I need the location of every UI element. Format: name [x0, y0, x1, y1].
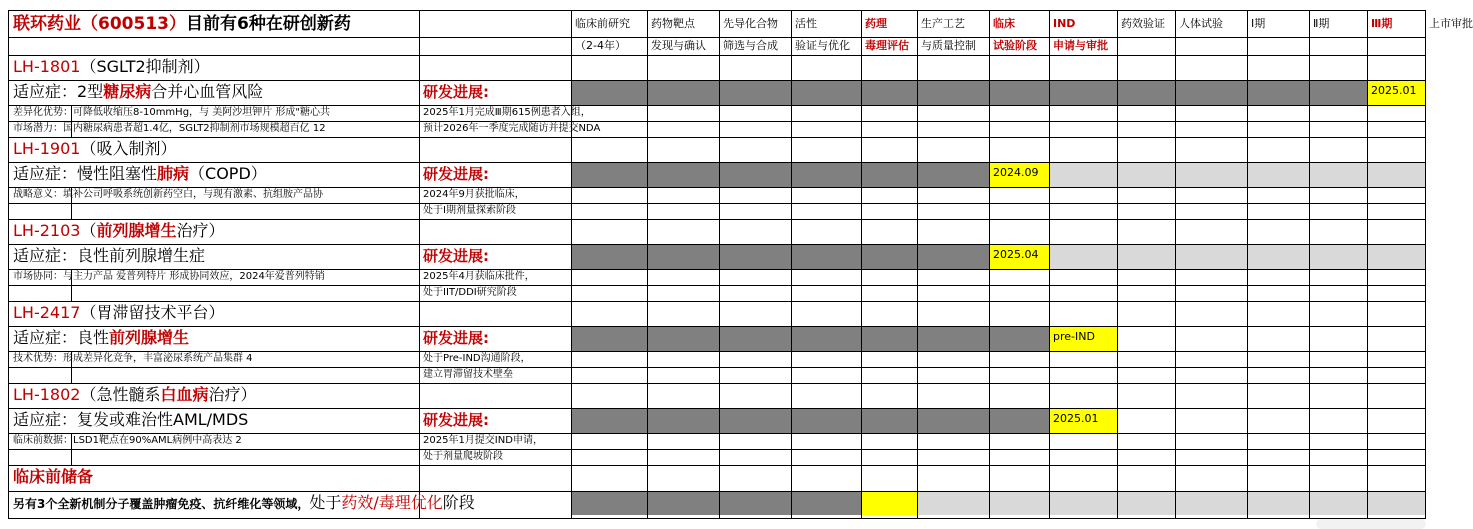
note-cell: 临床前数据：LSD1靶点在90%AML病例中高表达 2 [13, 435, 242, 446]
text-segment: 适应症：良性 [13, 328, 110, 347]
progress-label: 研发进展: [423, 165, 489, 183]
column-subheader [1367, 37, 1425, 55]
note-cell [9, 367, 419, 383]
stage-fill [647, 244, 719, 269]
stage-fill [719, 80, 791, 105]
stage-fill [861, 491, 917, 515]
indication-cell [9, 244, 419, 269]
note-cell: 差异化优势：可降低收缩压8-10mmHg，与 美阿沙坦钾片 形成"糖心共 [13, 107, 331, 118]
column-header: 先导化合物 [723, 17, 778, 30]
stage-fill [917, 491, 989, 515]
note-cell [9, 449, 419, 465]
progress-text: 建立胃滞留技术壁垒 [423, 369, 513, 380]
column-divider [791, 11, 792, 518]
column-subheader [1425, 37, 1429, 55]
stage-fill [571, 244, 647, 269]
drug-code-cell [9, 219, 419, 244]
column-header: 药物靶点 [651, 17, 695, 30]
stage-fill [861, 80, 917, 105]
column-subheader [1247, 37, 1309, 55]
stage-fill [917, 162, 989, 187]
stage-fill [917, 408, 989, 433]
preclinical-description [9, 491, 571, 515]
stage-fill [1247, 491, 1309, 515]
progress-text: 处于Ⅰ期剂量探索阶段 [423, 205, 516, 216]
stage-fill [1117, 491, 1175, 515]
stage-fill [647, 326, 719, 351]
stage-fill [989, 326, 1049, 351]
progress-text: 2025年1月完成Ⅲ期615例患者入组， [423, 107, 591, 118]
stage-fill [1175, 244, 1247, 269]
drug-type: （胃滞留技术平台） [80, 303, 225, 322]
column-header: 临床前研究 [575, 17, 630, 30]
stage-fill [719, 162, 791, 187]
stage-fill [917, 326, 989, 351]
note-cell [9, 203, 419, 219]
drug-code: LH-1901 [13, 139, 81, 158]
text-segment: 白血病 [160, 385, 209, 404]
text-segment: 治疗） [208, 385, 257, 404]
stage-date-label: 2025.01 [1371, 84, 1417, 97]
column-header: 活性 [795, 17, 817, 30]
column-header: IND [1053, 17, 1076, 30]
column-divider [1247, 11, 1248, 518]
column-header: 临床 [993, 17, 1015, 30]
title-sub: 目前有6种在研创新药 [185, 14, 351, 34]
drug-code-cell [9, 137, 419, 162]
stage-fill [1309, 491, 1367, 515]
text-segment: 前列腺增生 [109, 328, 190, 347]
stage-date-label: pre-IND [1053, 330, 1095, 343]
stage-fill [1309, 244, 1367, 269]
stage-fill [1367, 244, 1425, 269]
stage-fill [571, 162, 647, 187]
column-subheader: 筛选与合成 [723, 39, 778, 52]
note-cell: 市场潜力：国内糖尿病患者超1.4亿，SGLT2抑制剂市场规模超百亿 12 [13, 123, 326, 134]
text-segment: 适应症：复发或难治性AML/MDS [13, 410, 249, 429]
column-header: 人体试验 [1179, 17, 1223, 30]
stage-fill [1049, 80, 1117, 105]
drug-code-cell [9, 383, 419, 408]
progress-label: 研发进展: [423, 83, 489, 101]
stage-fill [647, 80, 719, 105]
section-title-preclinical: 临床前储备 [13, 467, 94, 486]
drug-code: LH-1801 [13, 57, 81, 76]
stage-fill [1117, 244, 1175, 269]
spreadsheet-grid [8, 10, 1473, 519]
text-segment: 肺病 [157, 164, 190, 183]
text-segment: 另有3个全新机制分子覆盖肿瘤免疫、抗纤维化等领域， [13, 497, 310, 511]
stage-fill [647, 491, 719, 515]
progress-text: 预计2026年一季度完成随访并提交NDA [423, 123, 601, 134]
column-divider [917, 11, 918, 518]
text-segment: 糖尿病 [103, 82, 152, 101]
column-subheader: 申请与审批 [1053, 39, 1108, 52]
column-divider [1117, 11, 1118, 518]
column-header: Ⅱ期 [1313, 17, 1330, 30]
stage-fill [719, 491, 791, 515]
text-segment: （COPD） [189, 164, 267, 183]
drug-type: （吸入制剂） [80, 139, 177, 158]
column-header: 生产工艺 [921, 17, 965, 30]
stage-fill [647, 162, 719, 187]
column-header: 上市审批 [1429, 17, 1473, 30]
text-segment: 适应症：良性前列腺增生症 [13, 246, 206, 265]
progress-label: 研发进展: [423, 247, 489, 265]
progress-text: 2024年9月获批临床， [423, 189, 525, 200]
column-subheader: 毒理评估 [865, 39, 909, 52]
stage-fill [791, 408, 861, 433]
stage-date-label: 2025.04 [993, 248, 1039, 261]
stage-fill [1367, 162, 1425, 187]
horizontal-scrollbar[interactable] [1316, 519, 1426, 529]
stage-fill [989, 491, 1049, 515]
stage-fill [861, 244, 917, 269]
text-segment: 适应症：2型 [13, 82, 104, 101]
stage-fill [989, 80, 1049, 105]
stage-date-label: 2025.01 [1053, 412, 1099, 425]
column-subheader: 与质量控制 [921, 39, 976, 52]
text-segment: 药效/毒理优化 [341, 493, 443, 512]
text-segment: 适应症：慢性阻塞性 [13, 164, 158, 183]
column-subheader: 验证与优化 [795, 39, 850, 52]
text-segment: 前列腺增生 [96, 221, 177, 240]
column-subheader [1175, 37, 1247, 55]
column-header: Ⅰ期 [1251, 17, 1266, 30]
note-cell: 技术优势：形成差异化竞争，丰富泌尿系统产品集群 4 [13, 353, 253, 364]
stage-fill [791, 244, 861, 269]
drug-code-cell [9, 55, 419, 80]
stage-fill [1367, 491, 1425, 515]
stage-fill [1309, 162, 1367, 187]
stage-fill [1247, 162, 1309, 187]
stage-fill [1049, 491, 1117, 515]
note-cell: 战略意义：填补公司呼吸系统创新药空白，与现有激素、抗组胺产品协 [13, 189, 323, 200]
stage-fill [917, 80, 989, 105]
progress-label: 研发进展: [423, 329, 489, 347]
text-segment: 合并心血管风险 [151, 82, 264, 101]
column-header: 药理 [865, 17, 887, 30]
stage-fill [791, 162, 861, 187]
stage-fill [571, 491, 647, 515]
progress-text: 处于IIT/DDI研究阶段 [423, 287, 517, 298]
stage-fill [1117, 80, 1175, 105]
column-divider [861, 11, 862, 518]
stage-fill [571, 80, 647, 105]
page-title [9, 11, 419, 37]
stage-fill [719, 326, 791, 351]
stage-fill [1175, 491, 1247, 515]
text-segment: （急性髓系 [80, 385, 161, 404]
stage-fill [647, 408, 719, 433]
stage-fill [861, 326, 917, 351]
stage-fill [571, 408, 647, 433]
title-main: 联环药业（600513） [13, 14, 186, 34]
column-header: Ⅲ期 [1371, 17, 1393, 30]
stage-fill [719, 408, 791, 433]
indication-cell [9, 326, 419, 351]
column-divider [647, 11, 648, 518]
progress-text: 2025年4月获临床批件， [423, 271, 535, 282]
progress-text: 2025年1月提交IND申请， [423, 435, 543, 446]
stage-fill [1175, 80, 1247, 105]
progress-text: 处于Pre-IND沟通阶段， [423, 353, 531, 364]
column-subheader: （2-4年） [575, 39, 626, 52]
stage-fill [791, 80, 861, 105]
drug-code: LH-2417 [13, 303, 81, 322]
stage-fill [1175, 162, 1247, 187]
indication-cell [9, 80, 419, 105]
drug-type: （SGLT2抑制剂） [80, 57, 210, 76]
stage-fill [1247, 244, 1309, 269]
text-segment: 治疗） [176, 221, 225, 240]
column-divider [719, 11, 720, 518]
column-subheader: 发现与确认 [651, 39, 706, 52]
column-divider [1309, 11, 1310, 518]
progress-label: 研发进展: [423, 411, 489, 429]
indication-cell [9, 162, 419, 187]
stage-fill [791, 326, 861, 351]
stage-fill [861, 162, 917, 187]
text-segment: 处于 [309, 493, 342, 512]
column-subheader [1117, 37, 1175, 55]
stage-date-label: 2024.09 [993, 166, 1039, 179]
column-divider [571, 11, 572, 518]
stage-fill [989, 408, 1049, 433]
column-divider [1175, 11, 1176, 518]
drug-code: LH-2103 [13, 221, 81, 240]
stage-fill [1117, 162, 1175, 187]
stage-fill [791, 491, 861, 515]
indication-cell [9, 408, 419, 433]
column-subheader [1309, 37, 1367, 55]
stage-fill [571, 326, 647, 351]
stage-fill [861, 408, 917, 433]
stage-fill [1247, 80, 1309, 105]
stage-fill [1309, 80, 1367, 105]
column-header: 药效验证 [1121, 17, 1165, 30]
stage-fill [917, 244, 989, 269]
text-segment: （ [80, 221, 97, 240]
text-segment: 阶段 [442, 493, 475, 512]
stage-fill [719, 244, 791, 269]
progress-text: 处于剂量爬坡阶段 [423, 451, 503, 462]
column-subheader: 试验阶段 [993, 39, 1037, 52]
note-cell [9, 285, 419, 301]
drug-code: LH-1802 [13, 385, 81, 404]
note-cell: 市场协同：与主力产品 爱普列特片 形成协同效应，2024年爱普列特销 [13, 271, 325, 282]
drug-code-cell [9, 301, 419, 326]
